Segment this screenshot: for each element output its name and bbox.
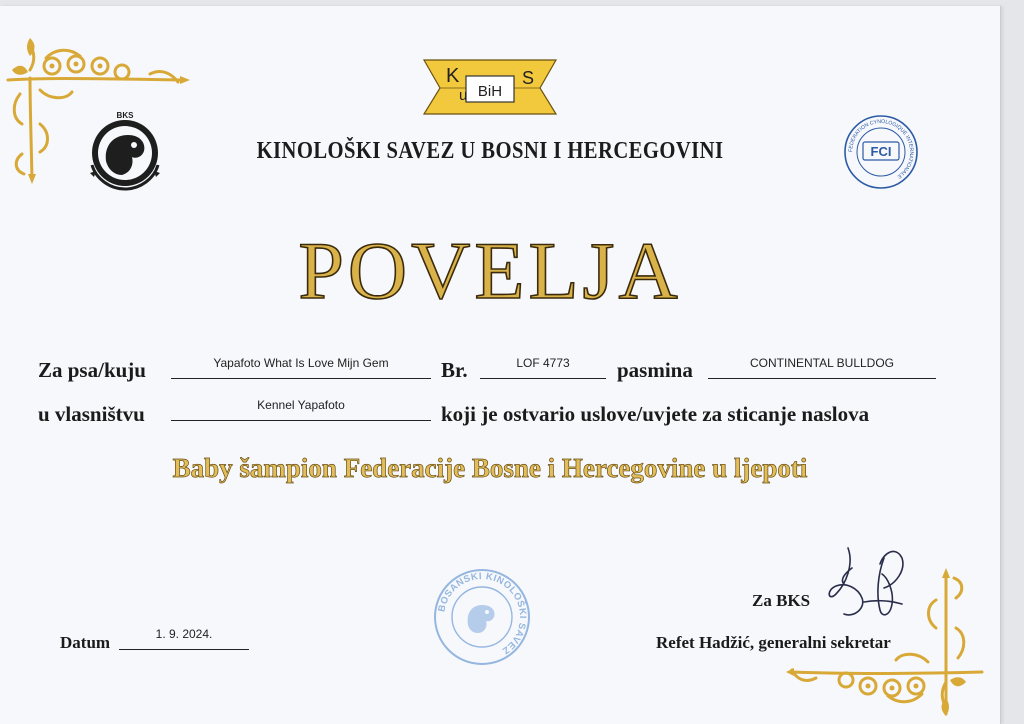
owner-label: u vlasništvu bbox=[38, 402, 145, 426]
number-label: Br. bbox=[441, 358, 468, 382]
dog-label: Za psa/kuju bbox=[38, 358, 146, 382]
certificate-sheet bbox=[0, 6, 1001, 724]
svg-text:FCI: FCI bbox=[870, 144, 892, 159]
signer-name: Refet Hadžić, generalni sekretar bbox=[656, 633, 891, 652]
qualify-text: koji je ostvario uslove/uvjete za sticanje naslova bbox=[441, 402, 870, 426]
svg-text:u: u bbox=[459, 87, 468, 104]
registration-number-field: LOF 4773 bbox=[480, 356, 606, 379]
date-label: Datum bbox=[60, 633, 111, 652]
svg-text:BiH: BiH bbox=[477, 83, 503, 100]
organization-name: KINOLOŠKI SAVEZ U BOSNI I HERCEGOVINI bbox=[256, 138, 724, 164]
dog-name-field: Yapafoto What Is Love Mijn Gem bbox=[171, 356, 431, 379]
svg-text:FEDERATION CYNOLOGIQUE INTERNA: FEDERATION CYNOLOGIQUE INTERNATIONALE bbox=[847, 118, 915, 180]
owner-field: Kennel Yapafoto bbox=[171, 398, 431, 421]
kubih-logo-icon bbox=[422, 58, 558, 116]
svg-text:BOSANSKI KINOLOŠKI SAVEZ: BOSANSKI KINOLOŠKI SAVEZ bbox=[436, 570, 529, 657]
bks-logo-text: BKS bbox=[116, 111, 134, 120]
date-field: 1. 9. 2024. bbox=[119, 627, 249, 650]
bks-stamp-icon bbox=[432, 567, 532, 667]
breed-field: CONTINENTAL BULLDOG bbox=[708, 356, 936, 379]
on-behalf-label: Za BKS bbox=[752, 591, 811, 610]
certificate-title: POVELJA bbox=[298, 225, 682, 316]
breed-label: pasmina bbox=[617, 358, 693, 382]
svg-text:K: K bbox=[446, 65, 460, 87]
svg-text:S: S bbox=[522, 68, 535, 88]
handwritten-signature bbox=[818, 544, 918, 644]
award-title: Baby šampion Federacije Bosne i Hercegovine u ljepoti bbox=[172, 453, 808, 483]
